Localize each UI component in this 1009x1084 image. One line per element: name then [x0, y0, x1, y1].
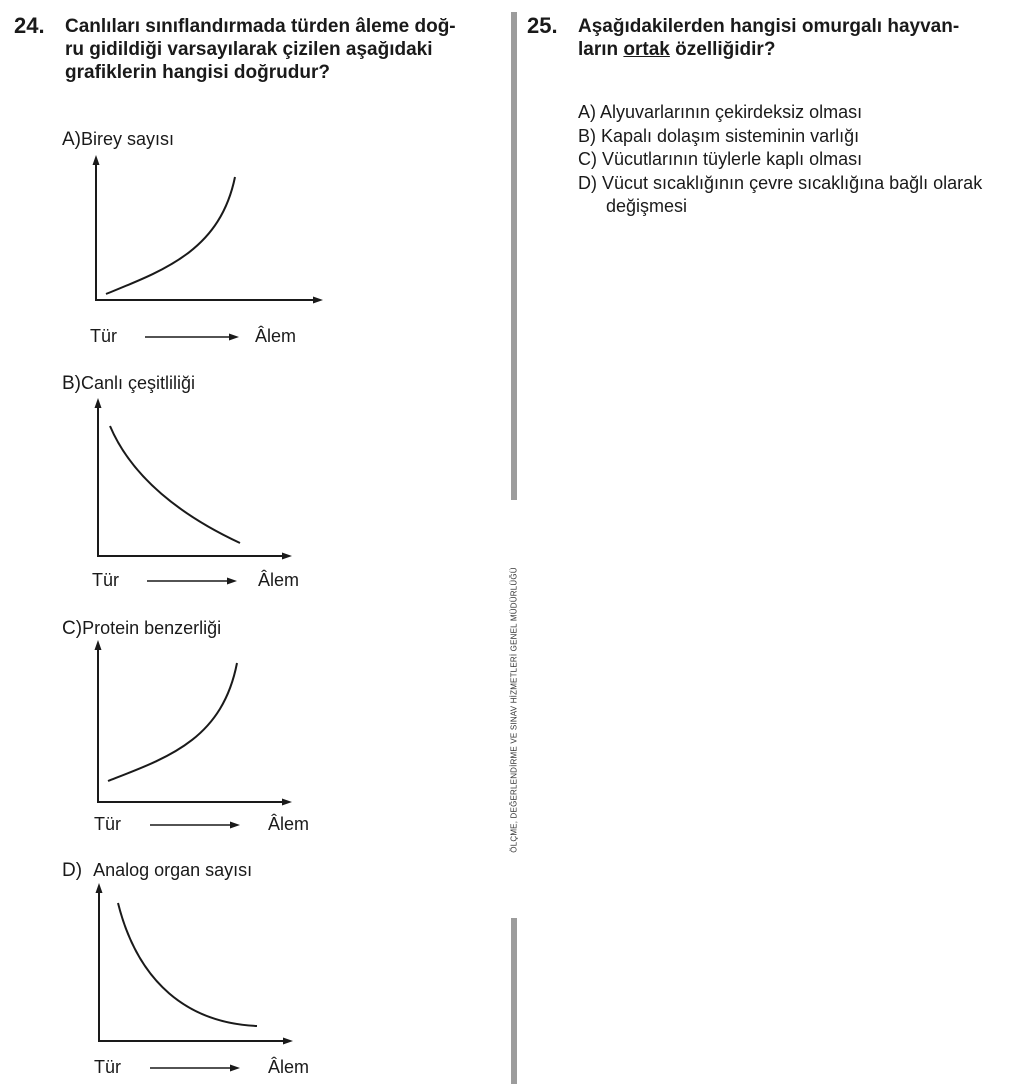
graph-c-xlabel-right: Âlem — [268, 814, 310, 834]
question-24-number: 24. — [14, 13, 45, 38]
graph-a-xlabel-left: Tür — [90, 326, 117, 346]
graph-a-x-arrow — [313, 297, 323, 304]
graph-d-x-arrow — [283, 1038, 293, 1045]
column-divider-bottom — [511, 918, 517, 1084]
graph-d-curve — [118, 903, 257, 1026]
graph-c-ylabel: Protein benzerliği — [82, 618, 222, 638]
graph-c-option: C) — [62, 618, 83, 639]
graph-a-option: A) — [62, 129, 81, 150]
underlined-word: ortak — [623, 39, 670, 60]
column-divider-top — [511, 12, 517, 500]
graph-c-label — [62, 618, 221, 640]
graph-c — [92, 640, 332, 805]
graph-b-label — [62, 373, 195, 395]
option-d[interactable]: D) Vücut sıcaklığının çevre sıcaklığına bağlı olarak değişmesi — [578, 172, 983, 216]
graph-d-xlabel-left: Tür — [94, 1057, 121, 1077]
graph-d — [93, 883, 333, 1043]
graph-b-curve — [110, 426, 240, 543]
question-25-number: 25. — [527, 13, 558, 38]
graph-d-label — [62, 860, 252, 882]
graph-a — [90, 155, 330, 305]
question-25-options — [578, 101, 998, 219]
question-25-text — [578, 15, 1003, 61]
question-24-line-1: Canlıları sınıflandırmada türden âleme doğ- — [65, 16, 456, 37]
graph-c-xlabel-left: Tür — [94, 814, 121, 834]
option-b[interactable]: B) Kapalı dolaşım sisteminin varlığı — [578, 125, 860, 146]
graph-a-label — [62, 129, 174, 151]
question-25-line-1: Aşağıdakilerden hangisi omurgalı hayvan- — [578, 16, 960, 37]
graph-a-xlabel-right: Âlem — [255, 326, 297, 346]
graph-d-xlabel-right: Âlem — [268, 1057, 310, 1077]
graph-b-ylabel: Canlı çeşitliliği — [81, 373, 196, 393]
question-24-line-2: ru gidildiği varsayılarak çizilen aşağıdaki — [65, 39, 433, 60]
graph-c-x-arrow — [282, 799, 292, 806]
option-c[interactable]: C) Vücutlarının tüylerle kaplı olması — [578, 149, 863, 169]
margin-caption: ÖLÇME, DEĞERLENDİRME VE SINAV HİZMETLERİ GENEL MÜDÜRLÜĞÜ — [509, 567, 519, 853]
graph-b-xlabel-left: Tür — [92, 570, 119, 590]
graph-b-x-arrow — [282, 553, 292, 560]
question-24-line-3: grafiklerin hangisi doğrudur? — [65, 62, 330, 83]
graph-d-ylabel: Analog organ sayısı — [93, 860, 253, 880]
graph-b-option: B) — [62, 373, 81, 394]
graph-c-direction-arrow — [150, 820, 250, 830]
graph-b — [92, 398, 332, 558]
option-a[interactable]: A) Alyuvarlarının çekirdeksiz olması — [578, 102, 863, 122]
graph-c-curve — [108, 663, 237, 781]
question-24-text — [65, 15, 505, 84]
question-25-line-2: ların ortak özelliğidir? — [578, 39, 776, 60]
graph-d-direction-arrow — [150, 1063, 250, 1073]
graph-b-xlabel-right: Âlem — [258, 570, 300, 590]
graph-d-option: D) — [62, 860, 83, 881]
graph-a-curve — [106, 177, 235, 294]
graph-a-direction-arrow — [145, 332, 245, 342]
graph-a-ylabel: Birey sayısı — [81, 129, 175, 149]
graph-b-direction-arrow — [147, 576, 247, 586]
